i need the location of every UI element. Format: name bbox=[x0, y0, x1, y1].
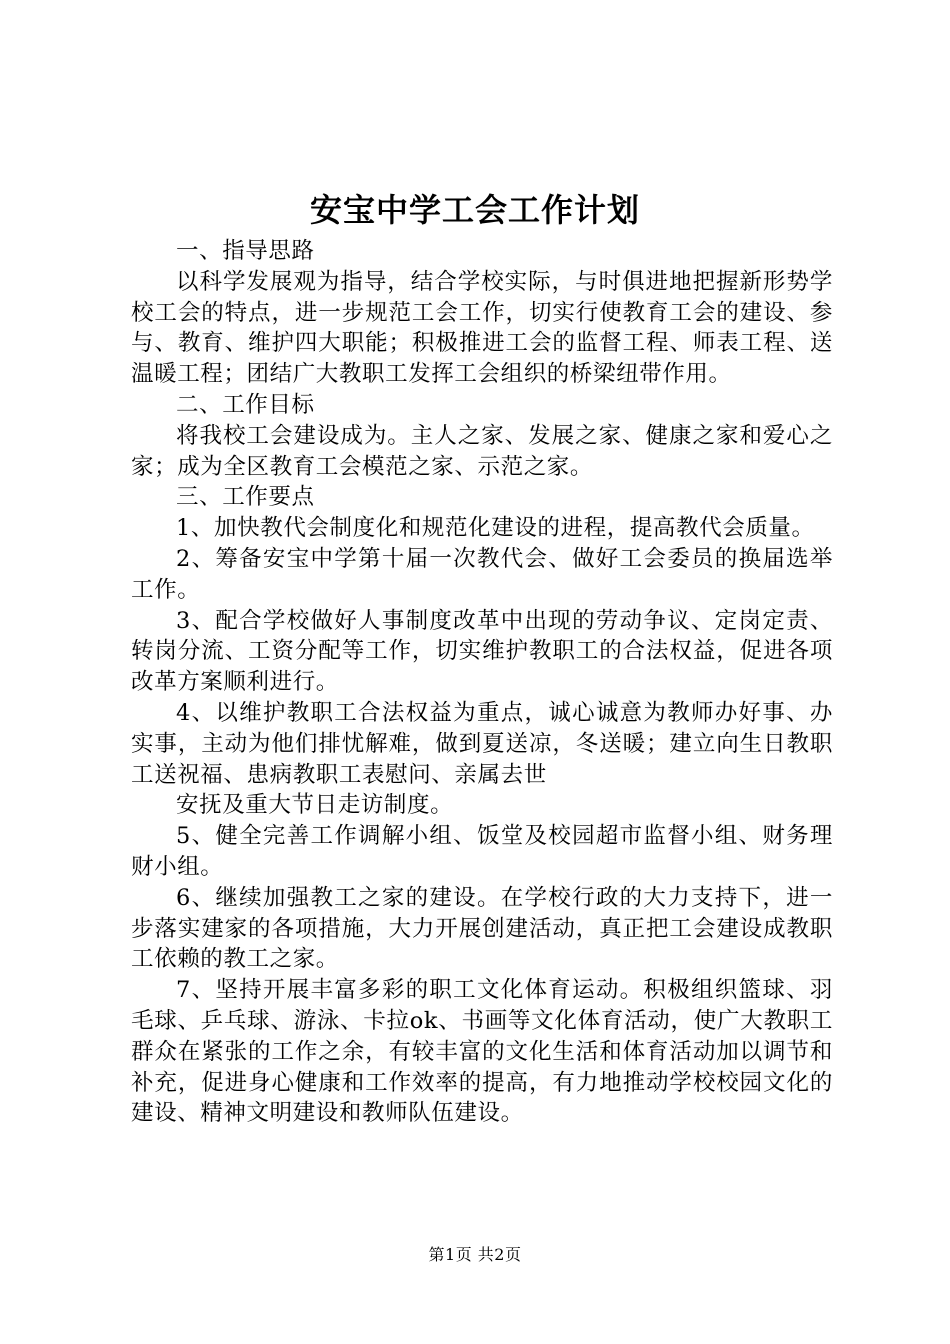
paragraph: 以科学发展观为指导，结合学校实际，与时俱进地把握新形势学校工会的特点，进一步规范工会工作，切实行使教育工会的建设、参与、教育、维护四大职能；积极推进工会的监督工程、师表工程、送温暖工程；团结广大教职工发挥工会组织的桥梁纽带作用。 bbox=[131, 268, 833, 388]
paragraph: 5、健全完善工作调解小组、饭堂及校园超市监督小组、财务理财小组。 bbox=[131, 823, 833, 880]
paragraph: 7、坚持开展丰富多彩的职工文化体育运动。积极组织篮球、羽毛球、乒乓球、游泳、卡拉ok、书画等文化体育活动，使广大教职工群众在紧张的工作之余，有较丰富的文化生活和体育活动加以调节和补充，促进身心健康和工作效率的提高，有力地推动学校校园文化的建设、精神文明建设和教师队伍建设。 bbox=[131, 977, 833, 1127]
document-body bbox=[131, 236, 833, 1129]
document-title: 安宝中学工会工作计划 bbox=[309, 191, 640, 229]
section-heading-work-points: 三、工作要点 bbox=[176, 484, 315, 511]
page-footer: 第1页 共2页 bbox=[428, 1245, 522, 1264]
paragraph: 3、配合学校做好人事制度改革中出现的劳动争议、定岗定责、转岗分流、工资分配等工作，切实维护教职工的合法权益，促进各项改革方案顺利进行。 bbox=[131, 607, 833, 696]
paragraph: 安抚及重大节日走访制度。 bbox=[176, 792, 454, 819]
paragraph: 4、以维护教职工合法权益为重点，诚心诚意为教师办好事、办实事，主动为他们排忧解难，做到夏送凉，冬送暖；建立向生日教职工送祝福、患病教职工表慰问、亲属去世 bbox=[131, 699, 833, 788]
paragraph: 2、筹备安宝中学第十届一次教代会、做好工会委员的换届选举工作。 bbox=[131, 545, 833, 603]
section-heading-guiding-ideas: 一、指导思路 bbox=[176, 238, 315, 264]
section-heading-work-goals: 二、工作目标 bbox=[176, 391, 315, 418]
paragraph: 6、继续加强教工之家的建设。在学校行政的大力支持下，进一步落实建家的各项措施，大力开展创建活动，真正把工会建设成教职工依赖的教工之家。 bbox=[131, 884, 833, 973]
paragraph: 1、加快教代会制度化和规范化建设的进程，提高教代会质量。 bbox=[176, 515, 815, 542]
paragraph: 将我校工会建设成为。主人之家、发展之家、健康之家和爱心之家；成为全区教育工会模范之家、示范之家。 bbox=[131, 422, 833, 480]
